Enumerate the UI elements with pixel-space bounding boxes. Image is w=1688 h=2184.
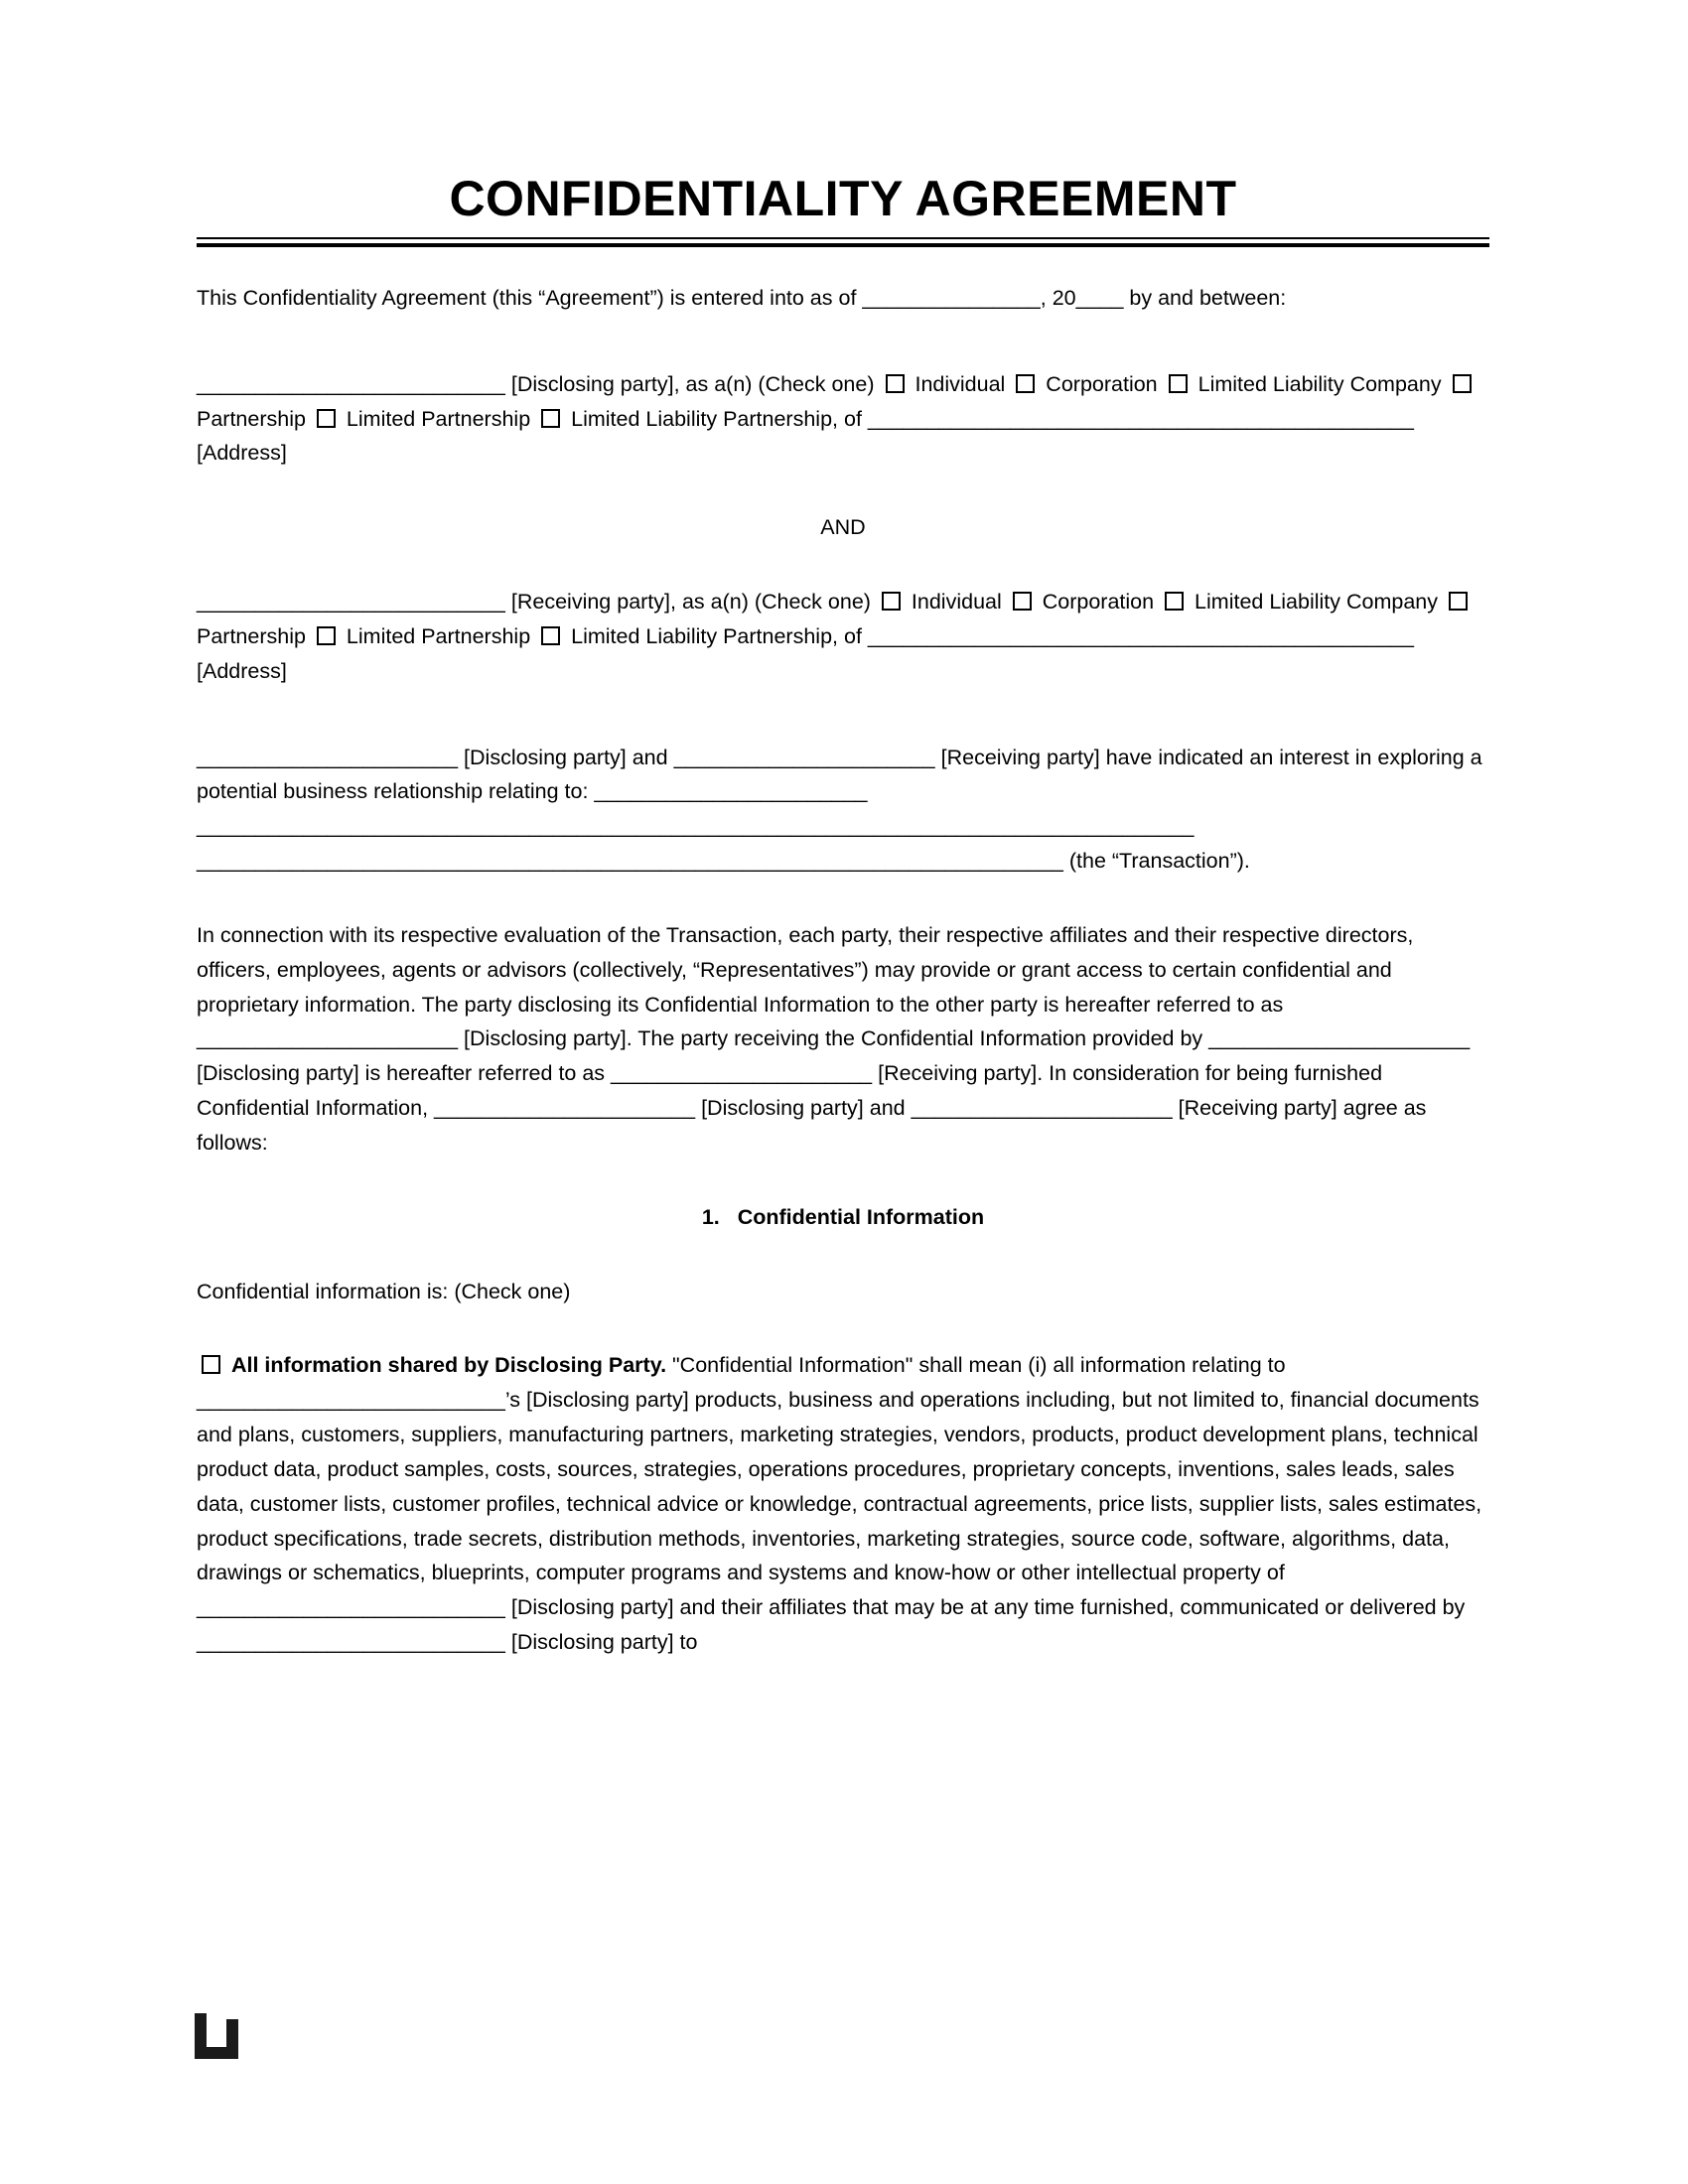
section-1-title: Confidential Information	[737, 1204, 985, 1229]
legal-templates-logo-icon	[195, 2013, 238, 2059]
connection-text-1: In connection with its respective evaluation of the Transaction, each party, their respective affiliates and their respective directors, officers, employees, agents or advisors (collectively, “Representatives”) may provide or grant access to certain confidential and proprietary information. The party disclosing its Confidential Information to the other party is hereafter referred to as	[197, 922, 1414, 1017]
option-disclosing-llp: Limited Liability Partnership,	[571, 406, 839, 431]
disclosing-party-block	[197, 367, 1489, 471]
checkbox-receiving-individual[interactable]	[882, 592, 901, 611]
option-receiving-limited-partnership: Limited Partnership	[346, 623, 531, 648]
interest-closing: (the “Transaction”).	[1068, 849, 1250, 874]
spacer	[197, 316, 1489, 367]
option-receiving-individual: Individual	[911, 590, 1002, 614]
connection-paragraph	[197, 918, 1489, 1160]
connection-text-3: [Disclosing party] is hereafter referred to as	[197, 1061, 606, 1086]
spacer	[197, 1160, 1489, 1200]
interest-label-2: [Receiving party] have indicated an interest in exploring a potential business relationship relating to:	[197, 745, 1482, 804]
intro-paragraph: This Confidentiality Agreement (this “Agreement”) is entered into as of _______________, 20____ by and between:	[197, 286, 1287, 310]
spacer	[197, 689, 1489, 741]
spacer	[197, 1308, 1489, 1348]
section-1-heading	[197, 1200, 1489, 1235]
spacer	[197, 1235, 1489, 1275]
connection-text-5: [Disclosing party] and	[701, 1096, 906, 1121]
checkbox-receiving-partnership[interactable]	[1449, 592, 1468, 611]
receiving-party-blank[interactable]: __________________________	[197, 590, 505, 614]
option-all-information-text-3: [Disclosing party] and their affiliates that may be at any time furnished, communicated or delivered by	[510, 1595, 1466, 1620]
option-receiving-llp: Limited Liability Partnership,	[571, 623, 839, 648]
and-connector: AND	[820, 515, 866, 540]
option-all-information-blank-3[interactable]: __________________________	[197, 1630, 505, 1655]
disclosing-address-blank[interactable]: ______________________________________________	[867, 406, 1414, 431]
spacer	[197, 471, 1489, 510]
connection-blank-5[interactable]: ______________________	[911, 1096, 1173, 1121]
connection-blank-1[interactable]: ______________________	[197, 1026, 459, 1051]
interest-label-1: [Disclosing party] and	[464, 745, 668, 769]
checkbox-disclosing-partnership[interactable]	[1453, 374, 1472, 393]
receiving-address-prefix: of	[844, 623, 862, 648]
checkbox-receiving-corporation[interactable]	[1013, 592, 1032, 611]
option-disclosing-corporation: Corporation	[1046, 371, 1158, 396]
receiving-address-label: [Address]	[197, 658, 287, 683]
option-disclosing-partnership: Partnership	[197, 406, 306, 431]
connection-blank-3[interactable]: ______________________	[611, 1061, 873, 1086]
disclosing-address-label: [Address]	[197, 441, 287, 466]
disclosing-party-blank[interactable]: __________________________	[197, 371, 505, 396]
interest-fill-line-1[interactable]: _______________________	[594, 779, 868, 804]
checkbox-receiving-llc[interactable]	[1165, 592, 1184, 611]
connection-text-2: [Disclosing party]. The party receiving the Confidential Information provided by	[464, 1026, 1203, 1051]
checkbox-disclosing-llc[interactable]	[1169, 374, 1188, 393]
connection-blank-2[interactable]: ______________________	[1208, 1026, 1471, 1051]
connection-text-6: [Receiving party] agree as follows:	[197, 1096, 1427, 1155]
interest-blank-2[interactable]: ______________________	[673, 745, 935, 769]
option-receiving-partnership: Partnership	[197, 623, 306, 648]
title-divider	[197, 237, 1489, 247]
option-disclosing-llc: Limited Liability Company	[1197, 371, 1442, 396]
checkbox-receiving-limited-partnership[interactable]	[317, 626, 336, 645]
option-all-information-text-2: ’s [Disclosing party] products, business and operations including, but not limited to, financial documents and plans, customers, suppliers, manufacturing partners, marketing strategies, vendors, products, product development plans, technical product data, product samples, costs, sources, strategies, operations procedures, proprietary concepts, inventions, sales leads, sales data, customer lists, customer profiles, technical advice or knowledge, contractual agreements, price lists, supplier lists, sales estimates, product specifications, trade secrets, distribution methods, inventories, marketing strategies, source code, software, algorithms, data, drawings or schematics, blueprints, computer programs and systems and know-how or other intellectual property of	[197, 1388, 1482, 1585]
option-all-information-blank-2[interactable]: __________________________	[197, 1595, 505, 1620]
interest-fill-line-2[interactable]: ____________________________________________________________________________________	[197, 814, 1195, 839]
option-receiving-corporation: Corporation	[1042, 590, 1155, 614]
spacer	[197, 545, 1489, 585]
section-1-prompt: Confidential information is: (Check one)	[197, 1279, 571, 1303]
connection-blank-4[interactable]: ______________________	[434, 1096, 696, 1121]
disclosing-address-prefix: of	[844, 406, 862, 431]
option-all-information-text-4: [Disclosing party] to	[510, 1630, 698, 1655]
option-receiving-llc: Limited Liability Company	[1195, 590, 1439, 614]
receiving-party-block	[197, 585, 1489, 688]
checkbox-disclosing-individual[interactable]	[886, 374, 905, 393]
option-all-information-label: All information shared by Disclosing Party.	[230, 1353, 667, 1378]
receiving-address-blank[interactable]: ______________________________________________	[867, 623, 1414, 648]
interest-fill-line-3[interactable]: _________________________________________________________________________	[197, 849, 1063, 874]
option-all-information-blank-1[interactable]: __________________________	[197, 1388, 505, 1413]
receiving-party-label: [Receiving party], as a(n) (Check one)	[510, 590, 871, 614]
option-disclosing-limited-partnership: Limited Partnership	[346, 406, 531, 431]
checkbox-receiving-llp[interactable]	[541, 626, 560, 645]
connection-text-4: [Receiving party]. In consideration for being furnished Confidential Information,	[197, 1061, 1383, 1121]
interest-paragraph	[197, 741, 1489, 879]
option-disclosing-individual: Individual	[914, 371, 1006, 396]
checkbox-disclosing-llp[interactable]	[541, 409, 560, 428]
checkbox-all-information-shared[interactable]	[202, 1355, 220, 1374]
page-title: CONFIDENTIALITY AGREEMENT	[449, 171, 1237, 226]
spacer	[197, 879, 1489, 918]
interest-blank-1[interactable]: ______________________	[197, 745, 459, 769]
confidential-info-option-all	[197, 1348, 1489, 1659]
disclosing-party-label: [Disclosing party], as a(n) (Check one)	[510, 371, 875, 396]
section-1-number: 1.	[701, 1204, 720, 1229]
option-all-information-text-1: "Confidential Information" shall mean (i) all information relating to	[672, 1353, 1286, 1378]
checkbox-disclosing-limited-partnership[interactable]	[317, 409, 336, 428]
checkbox-disclosing-corporation[interactable]	[1016, 374, 1035, 393]
